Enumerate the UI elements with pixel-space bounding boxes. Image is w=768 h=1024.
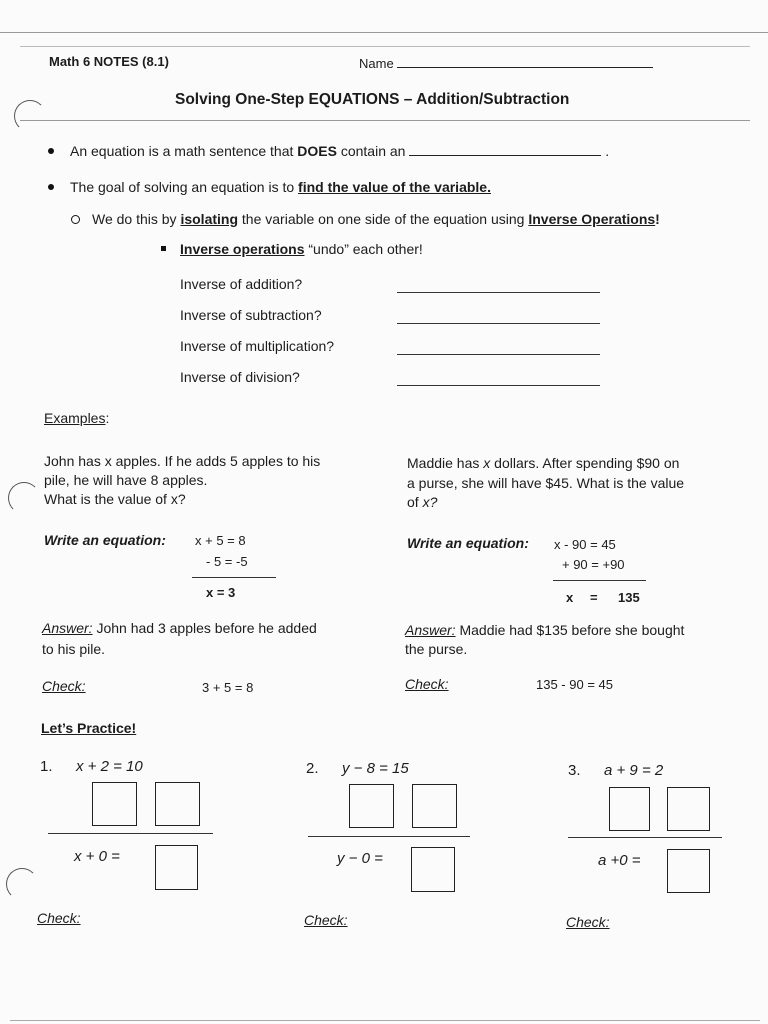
- practice-number: 2.: [306, 760, 319, 777]
- bottom-border-line: [10, 1020, 760, 1021]
- sub-inverse: Inverse Operations: [528, 211, 656, 227]
- practice-number: 1.: [40, 758, 53, 775]
- examples-heading: [44, 410, 109, 426]
- sub-bullet-ring-icon: [71, 215, 80, 224]
- ex1-check-value: 3 + 5 = 8: [202, 680, 254, 695]
- ex1-problem-line: pile, he will have 8 apples.: [44, 472, 208, 488]
- examples-colon: :: [105, 410, 110, 426]
- binder-hole-icon: [6, 868, 38, 900]
- inv-bold: Inverse operations: [180, 241, 305, 257]
- bullet-dot-icon: [48, 148, 54, 154]
- name-label-text: Name: [359, 56, 394, 71]
- practice-number: 3.: [568, 762, 581, 779]
- b1-end: .: [605, 143, 610, 159]
- ex2-text: of: [407, 494, 419, 510]
- header-rule: [20, 120, 750, 121]
- answer-box[interactable]: [155, 845, 198, 890]
- ex2-var: x: [483, 455, 491, 471]
- ex1-problem-line: John has x apples. If he adds 5 apples to his: [44, 453, 321, 469]
- ex2-equation-result-value: 135: [618, 590, 640, 605]
- course-label: Math 6 NOTES (8.1): [49, 54, 169, 69]
- ex1-equation-line-2: - 5 = -5: [206, 554, 248, 569]
- practice-check-label: Check:: [566, 914, 610, 930]
- sub-pre: We do this by: [92, 211, 177, 227]
- inv-tail: “undo” each other!: [308, 241, 423, 257]
- bullet-dot-icon: [48, 184, 54, 190]
- practice-bottom-equation: a +0 =: [598, 852, 641, 869]
- answer-box[interactable]: [155, 782, 200, 826]
- practice-equation: x + 2 = 10: [76, 758, 143, 775]
- ex1-equation-line-1: x + 5 = 8: [195, 533, 246, 548]
- ex2-check-value: 135 - 90 = 45: [536, 677, 613, 692]
- ex1-answer-line-2: to his pile.: [42, 641, 106, 657]
- ex2-text: Maddie has: [407, 455, 480, 471]
- sub-bullet-isolating: [92, 211, 660, 227]
- answer-box[interactable]: [667, 849, 710, 893]
- ex1-answer: [42, 620, 317, 636]
- ex2-equation-result-x: x: [566, 590, 574, 605]
- ex1-equation-rule: [192, 577, 276, 578]
- ex1-write-equation-label: Write an equation:: [44, 532, 166, 548]
- binder-hole-icon: [8, 482, 40, 514]
- ex2-problem-line: [407, 455, 679, 471]
- ex2-text: dollars. After spending $90 on: [494, 455, 680, 471]
- ex2-var: x?: [422, 494, 438, 510]
- ex2-answer-text: Maddie had $135 before she bought: [459, 622, 685, 638]
- sub-mid: the variable on one side of the equation using: [241, 211, 525, 227]
- ex2-equation-line-2: + 90 = +90: [562, 557, 625, 572]
- bullet-equation-definition: [70, 143, 609, 159]
- equation-blank[interactable]: [409, 155, 601, 156]
- answer-box[interactable]: [609, 787, 650, 831]
- practice-equation: y − 8 = 15: [342, 760, 409, 777]
- b2-underlined: find the value of the variable.: [298, 179, 491, 195]
- name-blank[interactable]: [397, 67, 653, 68]
- ex2-answer-label: Answer:: [405, 622, 456, 638]
- b1-tail: contain an: [340, 143, 406, 159]
- practice-equation: a + 9 = 2: [604, 762, 664, 779]
- inverse-question: Inverse of multiplication?: [180, 338, 335, 354]
- examples-heading-text: Examples: [44, 410, 106, 426]
- ex2-equation-line-1: x - 90 = 45: [554, 537, 616, 552]
- binder-hole-icon: [14, 100, 46, 132]
- ex1-problem-line: What is the value of x?: [44, 491, 186, 507]
- practice-rule: [308, 836, 470, 837]
- ex1-answer-text: John had 3 apples before he added: [96, 620, 317, 636]
- answer-blank[interactable]: [397, 323, 600, 324]
- ex1-answer-label: Answer:: [42, 620, 93, 636]
- ex1-check-label: Check:: [42, 678, 86, 694]
- answer-blank[interactable]: [397, 354, 600, 355]
- top-border-line-2: [20, 46, 750, 47]
- sub-isolating: isolating: [180, 211, 239, 227]
- ex2-check-label: Check:: [405, 676, 449, 692]
- ex2-problem-line: a purse, she will have $45. What is the value: [407, 475, 685, 491]
- inverse-question: Inverse of division?: [180, 369, 300, 385]
- b1-text: An equation is a math sentence that: [70, 143, 294, 159]
- practice-heading: Let’s Practice!: [41, 720, 137, 736]
- page-title: Solving One-Step EQUATIONS – Addition/Subtraction: [175, 91, 570, 108]
- practice-check-label: Check:: [304, 912, 348, 928]
- answer-box[interactable]: [412, 784, 457, 828]
- b1-bold: DOES: [297, 143, 337, 159]
- ex2-equation-rule: [553, 580, 646, 581]
- ex2-write-equation-label: Write an equation:: [407, 535, 529, 551]
- answer-box[interactable]: [667, 787, 710, 831]
- practice-rule: [48, 833, 213, 834]
- inverse-question: Inverse of addition?: [180, 276, 303, 292]
- practice-bottom-equation: x + 0 =: [74, 848, 120, 865]
- bullet-goal: [70, 179, 491, 195]
- ex2-problem-line: [407, 494, 437, 510]
- inverse-ops-bullet: [180, 241, 423, 257]
- answer-blank[interactable]: [397, 292, 600, 293]
- answer-box[interactable]: [92, 782, 137, 826]
- ex2-equation-result-eq: =: [590, 590, 598, 605]
- practice-bottom-equation: y − 0 =: [337, 850, 383, 867]
- practice-check-label: Check:: [37, 910, 81, 926]
- ex2-answer: [405, 622, 684, 638]
- answer-blank[interactable]: [397, 385, 600, 386]
- sub-end: !: [655, 211, 660, 227]
- square-bullet-icon: [161, 246, 166, 251]
- top-border-line: [0, 32, 768, 33]
- b2-text: The goal of solving an equation is to: [70, 179, 295, 195]
- name-label: [359, 56, 653, 71]
- inverse-question: Inverse of subtraction?: [180, 307, 322, 323]
- ex1-equation-result: x = 3: [206, 585, 236, 600]
- practice-rule: [568, 837, 722, 838]
- answer-box[interactable]: [349, 784, 394, 828]
- answer-box[interactable]: [411, 847, 455, 892]
- ex2-answer-line-2: the purse.: [405, 641, 468, 657]
